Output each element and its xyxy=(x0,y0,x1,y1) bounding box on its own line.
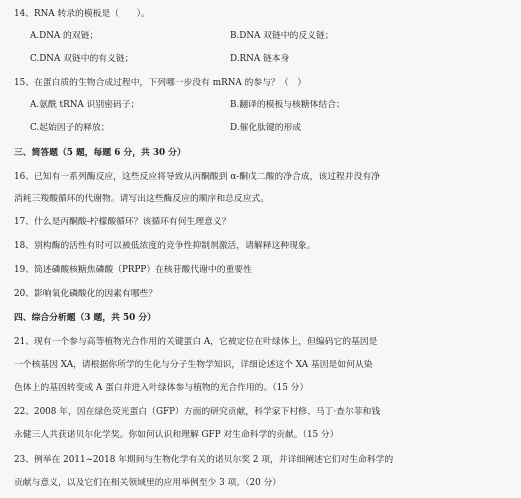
q15-option-d: D.催化肽键的形成 xyxy=(230,123,302,133)
question-15: 15、在蛋白质的生物合成过程中，下列哪一步没有 mRNA 的参与？（ ） xyxy=(14,78,307,88)
question-21-line-3: 色体上的基因转变成 A 蛋白并进入叶绿体参与植物的光合作用的。（15 分） xyxy=(14,383,309,393)
q14-option-b: B.DNA 双链中的反义链； xyxy=(230,31,334,41)
question-22-line-2: 永健三人共获诺贝尔化学奖。你如何认识和理解 GFP 对生命科学的贡献。（15 分） xyxy=(14,430,339,440)
question-16-line-1: 16、已知有一系列酶反应，这些反应将导致从丙酮酸到 α-酮戊二酸的净合成，该过程并没有净 xyxy=(14,172,380,182)
question-21-line-1: 21、现有一个参与高等植物光合作用的关键蛋白 A，它被定位在叶绿体上，但编码它的基因是 xyxy=(14,337,378,347)
question-16-line-2: 消耗三羧酸循环的代谢物。请写出这些酶反应的顺序和总反应式。 xyxy=(14,194,270,204)
q14-option-d: D.RNA 链本身 xyxy=(230,54,290,64)
q15-option-c: C.起始因子的释放； xyxy=(30,123,110,133)
section-4-heading: 四、综合分析题（3 题，共 50 分） xyxy=(14,313,156,323)
q15-option-b: B.翻译的模板与核糖体结合； xyxy=(230,100,345,110)
question-23-line-1: 23、例举在 2011~2018 年期间与生物化学有关的诺贝尔奖 2 项，并详细阐述它们对生命科学的 xyxy=(14,455,394,465)
question-23-line-2: 贡献与意义，以及它们在相关领域里的应用举例至少 3 项。（20 分） xyxy=(14,478,282,488)
question-21-line-2: 一个核基因 XA，请根据你所学的生化与分子生物学知识，详细论述这个 XA 基因是如何从染 xyxy=(14,360,373,370)
question-20: 20、影响氧化磷酸化的因素有哪些？ xyxy=(14,289,158,299)
question-18: 18、别构酶的活性有时可以被低浓度的竞争性抑制剂激活，请解释这种现象。 xyxy=(14,241,316,251)
question-19: 19、简述磷酸核糖焦磷酸（PRPP）在核苷酸代谢中的重要性 xyxy=(14,265,252,275)
q15-option-a: A.氨酰 tRNA 识别密码子； xyxy=(30,100,140,110)
question-22-line-1: 22、2008 年，因在绿色荧光蛋白（GFP）方面的研究贡献，科学家下村修、马丁·查尔菲和钱 xyxy=(14,407,381,417)
section-3-heading: 三、简答题（5 题，每题 6 分，共 30 分） xyxy=(14,148,186,158)
question-14: 14、RNA 转录的模板是（ ）。 xyxy=(14,9,150,19)
q14-option-a: A.DNA 的双链； xyxy=(30,31,99,41)
question-17: 17、什么是丙酮酸-柠檬酸循环？该循环有何生理意义？ xyxy=(14,217,231,227)
q14-option-c: C.DNA 双链中的有义链； xyxy=(30,54,134,64)
